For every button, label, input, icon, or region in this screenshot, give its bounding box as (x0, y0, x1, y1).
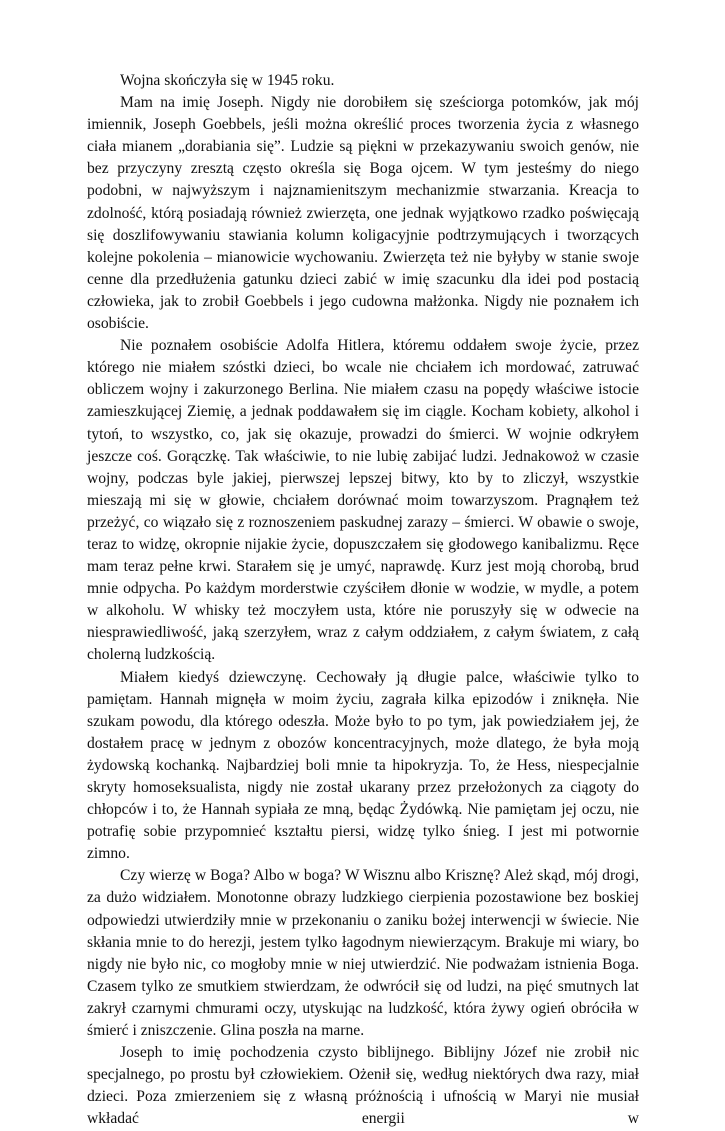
document-page (87, 70, 639, 1131)
paragraph-war-ended: Wojna skończyła się w 1945 roku. (120, 72, 335, 89)
paragraph-joseph-name: Mam na imię Joseph. Nigdy nie dorobiłem się sześciorga potomków, jak mój imiennik, Joseph Goebbels, jeśli można określić proces tworzenia życia z własnego ciała mianem „dorabiania się”. Ludzie są piękni w przekazywaniu swoich genów, nie bez przyczyny zresztą często określa się Boga ojcem. W tym jesteśmy do niego podobni, w najwyższym i najznamienitszym mechanizmie stwarzania. Kreacja to zdolność, którą posiadają również zwierzęta, one jednak wyjątkowo rzadko poświęcają się doszlifowywaniu stawiania kolumn koligacyjnie podtrzymujących i tworzących kolejne pokolenia – mianowicie wychowaniu. Zwierzęta też nie byłyby w stanie swoje cenne dla przedłużenia gatunku dzieci zabić w imię szacunku dla idei pod postacią człowieka, jak to zrobił Goebbels i jego cudowna małżonka. Nigdy nie poznałem ich osobiście. (87, 94, 639, 333)
paragraph-faith: Czy wierzę w Boga? Albo w boga? W Wisznu albo Krisznę? Ależ skąd, mój drogi, za dużo widziałem. Monotonne obrazy ludzkiego cierpienia pozostawione bez boskiej odpowiedzi utwierdziły mnie w przekonaniu o zaniku bożej interwencji w świecie. Nie skłania mnie to do herezji, jestem tylko łagodnym niewierzącym. Brakuje mi wiary, bo nigdy nie było nic, co mogłoby mnie w niej utwierdzić. Nie podważam istnienia Boga. Czasem tylko ze smutkiem stwierdzam, że odwrócił się od ludzi, na pięć smutnych lat zakrył czarnymi chmurami oczy, utyskując na ludzkość, która żywy ogień obróciła w śmierć i zniszczenie. Glina poszła na marne. (87, 867, 639, 1040)
paragraph-hannah: Miałem kiedyś dziewczynę. Cechowały ją długie palce, właściwie tylko to pamiętam. Hannah mignęła w moim życiu, zagrała kilka epizodów i zniknęła. Nie szukam powodu, dla którego odeszła. Może było to po tym, jak powiedziałem jej, że dostałem pracę w jednym z obozów koncentracyjnych, może dlatego, że była moją żydowską kochanką. Najbardziej boli mnie ta hipokryzja. To, że Hess, niespecjalnie skryty homoseksualista, nigdy nie został ukarany przez przełożonych za ciągoty do chłopców i to, że Hannah sypiała ze mną, będąc Żydówką. Nie pamiętam jej oczu, nie potrafię sobie przypomnieć kształtu piersi, widzę tylko śnieg. I jest mi potwornie zimno. (87, 668, 639, 863)
paragraph-hitler: Nie poznałem osobiście Adolfa Hitlera, któremu oddałem swoje życie, przez którego nie miałem szóstki dzieci, bo wcale nie chciałem ich mordować, zatruwać obliczem wojny i zakurzonego Berlina. Nie miałem czasu na popędy właściwe istocie zamieszkującej Ziemię, a jednak poddawałem się im ciągle. Kocham kobiety, alkohol i tytoń, to wszystko, co, jak się okazuje, prowadzi do śmierci. W wojnie odkryłem jeszcze coś. Gorączkę. Tak właściwie, to nie lubię zabijać ludzi. Jednakowoż w czasie wojny, podczas byle jakiej, pierwszej lepszej bitwy, kto by to zliczył, wszystkie mieszają mi się w głowie, chciałem dorównać moim towarzyszom. Pragnąłem też przeżyć, co wiązało się z roznoszeniem paskudnej zarazy – śmierci. W obawie o swoje, teraz to widzę, okropnie nijakie życie, dopuszczałem się głodowego kanibalizmu. Ręce mam teraz pełne krwi. Starałem się je umyć, naprawdę. Kurz jest moją chorobą, brud mnie odpycha. Po każdym morderstwie czyściłem dłonie w wodzie, w mydle, a potem w alkoholu. W whisky też moczyłem usta, które nie poruszyły się w odwecie na niesprawiedliwość, jaką szerzyłem, wraz z całym oddziałem, z całym światem, z całą cholerną ludzkością. (87, 337, 639, 664)
paragraph-biblical-joseph: Joseph to imię pochodzenia czysto biblijnego. Biblijny Józef nie zrobił nic specjalnego, po prostu był człowiekiem. Ożenił się, według niektórych dwa razy, miał dzieci. Poza zmierzeniem się z własną próżnością i ufnością w Maryi nie musiał wkładać energii w (87, 1044, 639, 1128)
